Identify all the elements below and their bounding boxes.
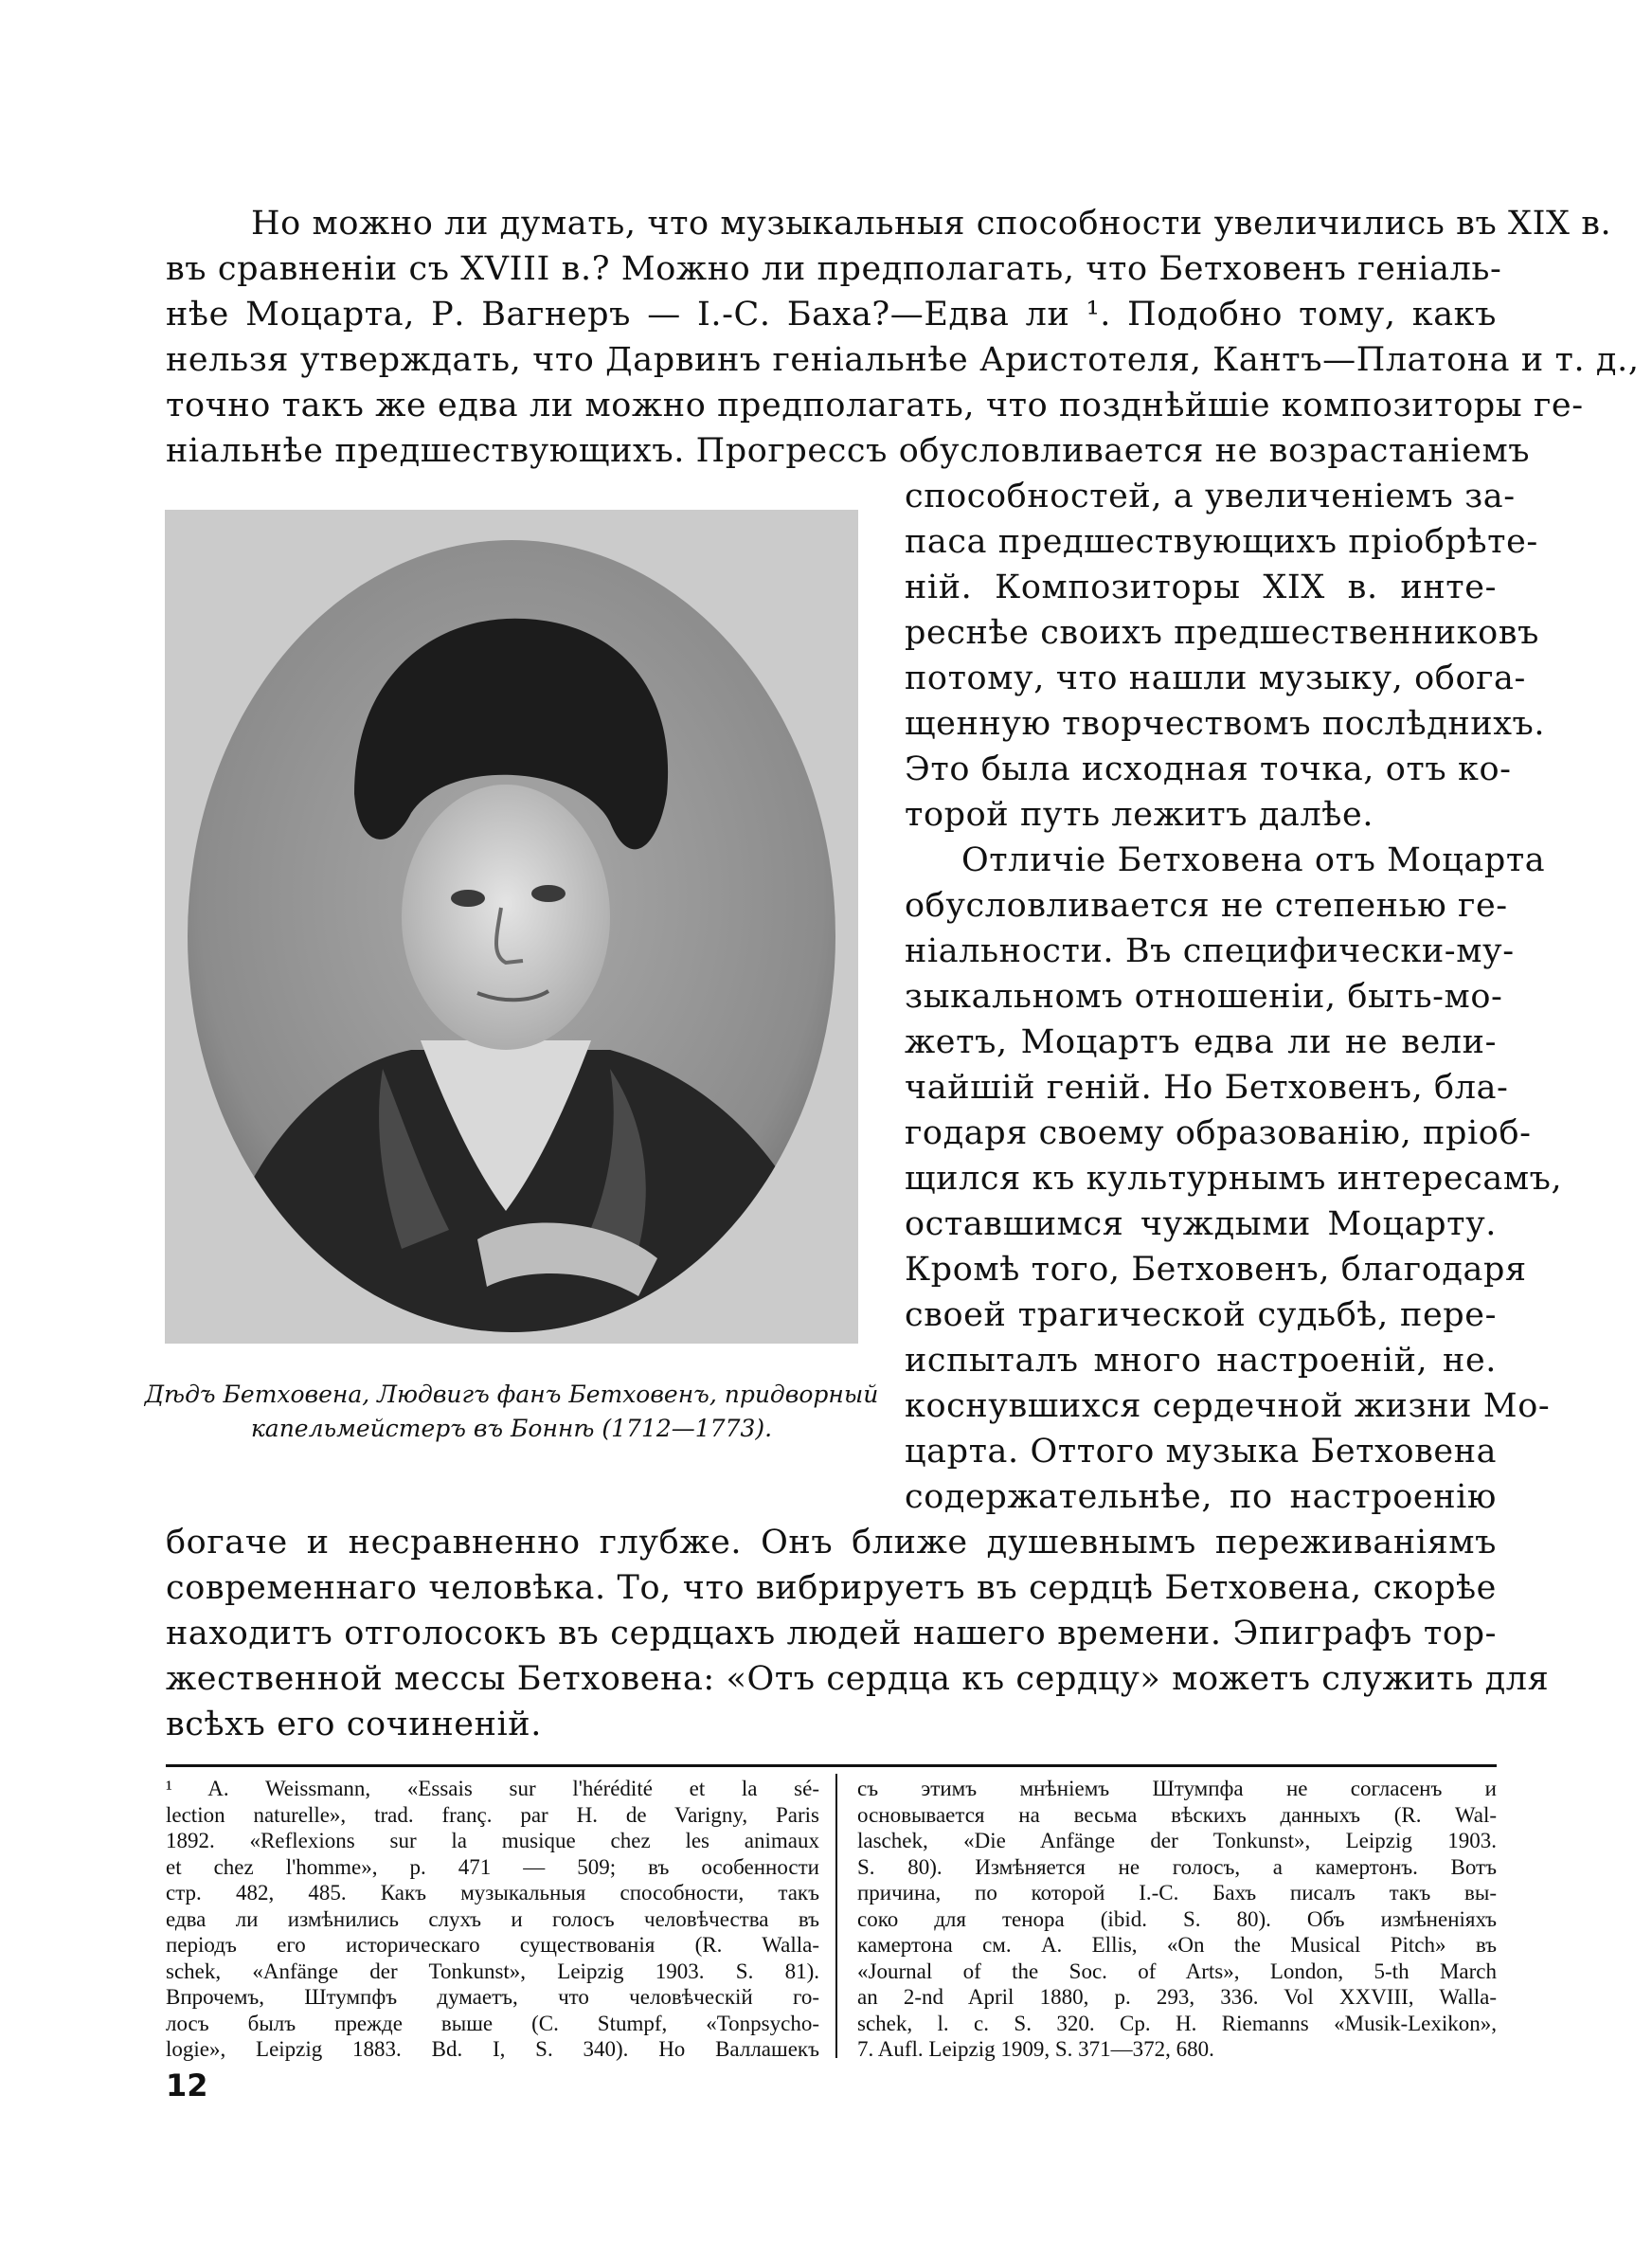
- footnote-line: камертона см. A. Ellis, «On the Musical Pitch» въ: [857, 1933, 1497, 1957]
- text-line: торой путь лежитъ далѣе.: [905, 796, 1374, 834]
- text-line: въ сравненіи съ XVIII в.? Можно ли предполагать, что Бетховенъ геніаль-: [166, 250, 1502, 288]
- text-line: ніальности. Въ специфически-му-: [905, 932, 1515, 970]
- text-line: Кромѣ того, Бетховенъ, благодаря: [905, 1251, 1527, 1289]
- text-line: нельзя утверждать, что Дарвинъ геніальнѣе Аристотеля, Кантъ—Платона и т. д.,: [166, 341, 1640, 379]
- text-line: современнаго человѣка. То, что вибрируетъ въ сердцѣ Бетховена, скорѣе: [166, 1569, 1497, 1607]
- footnote-line: 1892. «Reflexions sur la musique chez les animaux: [166, 1829, 819, 1852]
- text-line: годаря своему образованію, пріоб-: [905, 1114, 1532, 1152]
- footnote-column-divider: [835, 1774, 837, 2058]
- footnote-line: лосъ былъ прежде выше (C. Stumpf, «Tonpsycho-: [166, 2011, 819, 2035]
- footnote-line: schek, «Anfänge der Tonkunst», Leipzig 1903. S. 81).: [166, 1959, 819, 1983]
- text-line: жественной мессы Бетховена: «Отъ сердца къ сердцу» можетъ служить для: [166, 1660, 1550, 1698]
- footnote-line: Впрочемъ, Штумпфъ думаетъ, что человѣческій го-: [166, 1985, 819, 2009]
- caption-line: Дѣдъ Бетховена, Людвигъ фанъ Бетховенъ, придворный: [144, 1381, 879, 1408]
- footnote-line: S. 80). Измѣняется не голосъ, а камертонъ. Вотъ: [857, 1854, 1497, 1879]
- caption-line: капельмейстеръ въ Боннѣ (1712—1773).: [250, 1415, 773, 1442]
- footnote-line: lection naturelle», trad. franç. par H. de Varigny, Paris: [166, 1802, 819, 1827]
- text-line: способностей, а увеличеніемъ за-: [905, 478, 1516, 515]
- footnote-line: едва ли измѣнились слухъ и голосъ человѣчества въ: [166, 1906, 819, 1931]
- text-line: обусловливается не степенью ге-: [905, 887, 1508, 925]
- text-line: щенную творчествомъ послѣднихъ.: [905, 705, 1546, 743]
- text-line: жетъ, Моцартъ едва ли не вели-: [905, 1023, 1497, 1061]
- text-line: всѣхъ его сочиненій.: [166, 1706, 542, 1743]
- text-line: оставшимся чуждыми Моцарту.: [905, 1205, 1497, 1243]
- text-line: Но можно ли думать, что музыкальныя способности увеличились въ XIX в.: [251, 205, 1612, 243]
- text-line: потому, что нашли музыку, обога-: [905, 659, 1526, 697]
- footnote-line: schek, l. c. S. 320. Ср. H. Riemanns «Musik-Lexikon»,: [857, 2011, 1497, 2035]
- footnote-line: 7. Aufl. Leipzig 1909, S. 371—372, 680.: [857, 2037, 1214, 2061]
- footnote-line: laschek, «Die Anfänge der Tonkunst», Leipzig 1903.: [857, 1829, 1497, 1852]
- footnote-line: et chez l'homme», p. 471 — 509; въ особенности: [166, 1854, 819, 1879]
- text-line: паса предшествующихъ пріобрѣте-: [905, 523, 1538, 561]
- footnote-line: «Journal of the Soc. of Arts», London, 5-th March: [857, 1959, 1497, 1983]
- text-line: испыталъ много настроеній, не.: [905, 1342, 1497, 1380]
- portrait-image: [165, 510, 858, 1344]
- text-line: ній. Композиторы XIX в. инте-: [905, 569, 1497, 606]
- footnote-line: періодъ его историческаго существованія (R. Walla-: [166, 1933, 819, 1957]
- footnote-line: причина, по которой І.-С. Бахъ писалъ такъ вы-: [857, 1881, 1497, 1905]
- text-line: Это была исходная точка, отъ ко-: [905, 750, 1512, 788]
- footnote-line: стр. 482, 485. Какъ музыкальныя способности, такъ: [166, 1881, 819, 1905]
- text-line: нѣе Моцарта, Р. Вагнеръ — І.-С. Баха?—Едва ли ¹. Подобно тому, какъ: [166, 296, 1497, 334]
- footnote-divider: [166, 1764, 1497, 1767]
- text-line: находитъ отголосокъ въ сердцахъ людей нашего времени. Эпиграфъ тор-: [166, 1615, 1497, 1652]
- footnote-line: an 2-nd April 1880, p. 293, 336. Vol XXVIII, Walla-: [857, 1985, 1497, 2009]
- portrait-figure: [165, 510, 858, 1344]
- text-line: реснѣе своихъ предшественниковъ: [905, 614, 1539, 652]
- footnote-line: соко для тенора (ibid. S. 80). Объ измѣненіяхъ: [857, 1906, 1497, 1931]
- footnote-line: logie», Leipzig 1883. Bd. I, S. 340). Но Валлашекъ: [166, 2037, 819, 2061]
- text-line: чайшій геній. Но Бетховенъ, бла-: [905, 1069, 1509, 1107]
- text-line: коснувшихся сердечной жизни Мо-: [905, 1387, 1551, 1425]
- page-number: 12: [166, 2067, 208, 2104]
- text-line: зыкальномъ отношеніи, быть-мо-: [905, 978, 1503, 1016]
- footnote-line: ¹ A. Weissmann, «Essais sur l'hérédité et la sé-: [166, 1777, 819, 1800]
- text-line: своей трагической судьбѣ, пере-: [905, 1296, 1497, 1334]
- text-line: богаче и несравненно глубже. Онъ ближе душевнымъ переживаніямъ: [166, 1524, 1497, 1562]
- text-line: Отличіе Бетховена отъ Моцарта: [961, 841, 1546, 879]
- footnote-line: съ этимъ мнѣніемъ Штумпфа не согласенъ и: [857, 1777, 1497, 1800]
- text-line: точно такъ же едва ли можно предполагать, что позднѣйшіе композиторы ге-: [166, 387, 1584, 424]
- text-line: щился къ культурнымъ интересамъ,: [905, 1160, 1563, 1198]
- text-line: царта. Оттого музыка Бетховена: [905, 1433, 1498, 1471]
- text-line: содержательнѣе, по настроенію: [905, 1478, 1497, 1516]
- text-line: ніальнѣе предшествующихъ. Прогрессъ обусловливается не возрастаніемъ: [166, 432, 1531, 470]
- footnote-line: основывается на весьма вѣскихъ данныхъ (R. Wal-: [857, 1802, 1497, 1827]
